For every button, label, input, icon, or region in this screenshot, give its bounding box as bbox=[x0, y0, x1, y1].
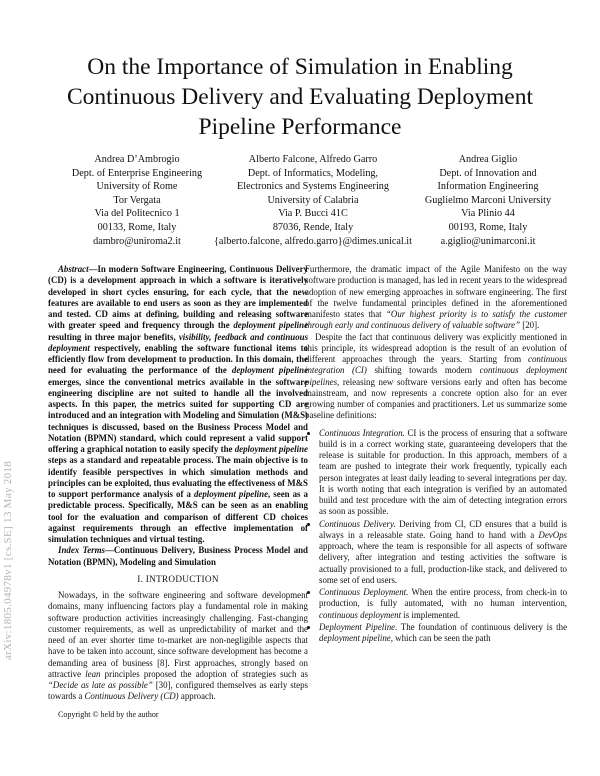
intro-text: [30], configured themselves as early steps towards a bbox=[48, 680, 309, 702]
body-emphasis: continuous deployment pipelines bbox=[305, 365, 568, 387]
body-text: , releasing new software versions early and often has become mainstream, and now represents a concrete option also for an ever growing number of companies and practitioners. Let us summarize some baseline definitions: bbox=[305, 376, 567, 421]
author-affiliation-line: University of Calabria bbox=[267, 194, 359, 206]
body-text: Despite the fact that continuous delivery was explicitly mentioned in this principle, its widespread adoption is the result of an evolution of different approaches through the years. Starting from bbox=[305, 331, 567, 364]
intro-emphasis: lean bbox=[85, 668, 101, 679]
body-paragraph bbox=[305, 332, 567, 422]
author-name: Andrea Giglio bbox=[458, 154, 518, 165]
definition-text: , which can be seen the path bbox=[390, 633, 491, 643]
intro-text: Nowadays, in the software engineering and software development domains, many influencing factors play a fundamental role in making software production activities increasingly challenging. Fast-changing customer requirements, as well as unpredictability of market and the need of an ever shorter time to-market are non-negligible aspects that have to be taken into account, since software development has become a demanding area of business [8]. First approaches, strongly based on attractive bbox=[48, 590, 308, 679]
definition-emphasis: deployment pipeline bbox=[319, 633, 391, 643]
abstract-emphasis: deployment pipeline bbox=[234, 444, 308, 454]
intro-text: principles proposed the adoption of strategies such as bbox=[104, 668, 308, 679]
author-affiliation-line: University of Rome bbox=[96, 181, 178, 193]
abstract-label: Abstract bbox=[58, 264, 89, 274]
definition-term: Deployment Pipeline. bbox=[319, 621, 398, 632]
paper-title: On the Importance of Simulation in Enabling Continuous Delivery and Evaluating Deployment Pipeline Performance bbox=[67, 54, 533, 140]
body-emphasis: continuous integration (CI) bbox=[305, 354, 567, 376]
abstract-text: , seen as a predictable process. Specifically, M&S can be seen as an enabling tool for the evaluation and comparison of different CD choices against requirements through an effective implementation of simulation techniques and virtual testing. bbox=[48, 489, 308, 544]
body-text: [20]. bbox=[522, 320, 540, 331]
arxiv-watermark: arXiv:1805.04978v1 [cs.SE] 13 May 2018 bbox=[2, 461, 14, 660]
body-text: Furthermore, the dramatic impact of the Agile Manifesto on the way software production is managed, has led in recent years to the widespread adoption of new emerging approaches in software engineering. The first of the twelve fundamental principles defined in the aforementioned manifesto states that bbox=[305, 264, 567, 319]
author-address-line: 00193, Rome, Italy bbox=[448, 221, 528, 233]
index-terms-label: Index Terms bbox=[58, 545, 105, 556]
definition-text: Deriving from CI, CD ensures that a build is always in a releasable state. Going hand to hand with a bbox=[319, 518, 567, 540]
author-block-1 bbox=[62, 153, 212, 248]
copyright-notice: Copyright © held by the author bbox=[58, 709, 159, 719]
list-item bbox=[319, 519, 567, 587]
abstract-emphasis: visibility, feedback and continuous deployment bbox=[48, 331, 309, 353]
abstract-text: emerges, since the conventional metrics available in the software engineering discipline are not suited to handle all the involved aspects. In this paper, the metrics suited for supporting CD are introduced and an integration with Modeling and Simulation (M&S) techniques is discussed, based on the Business Process Model and Notation (BPMN) standard, which could represent a valid support offering a graphical notation to easily specify the bbox=[48, 376, 308, 454]
manifesto-quote: “Our highest priority is to satisfy the customer through early and continuous delivery of valuable software” bbox=[305, 309, 568, 331]
author-email: a.giglio@unimarconi.it bbox=[440, 235, 536, 247]
definition-term: Continuous Delivery. bbox=[319, 518, 396, 529]
abstract-text: steps as a standard and repeatable process. The main objective is to identify feasible perspectives in which simulation methods and principles can be exploited, thus evaluating the effectiveness of M&S to support performance analysis of a bbox=[48, 455, 308, 499]
intro-emphasis: Continuous Delivery (CD) bbox=[84, 691, 179, 702]
author-email: {alberto.falcone, alfredo.garro}@dimes.unical.it bbox=[214, 235, 412, 247]
author-address-line: 87036, Rende, Italy bbox=[272, 221, 354, 233]
definition-emphasis: DevOps bbox=[538, 529, 567, 540]
index-terms-text: Continuous Delivery, Business Process Model and Notation (BPMN), Modeling and Simulation bbox=[48, 545, 308, 567]
definition-text: The foundation of continuous delivery is the bbox=[400, 621, 568, 632]
author-affiliation-line: Dept. of Enterprise Engineering bbox=[71, 167, 203, 179]
author-affiliation-line: Dept. of Innovation and bbox=[439, 167, 537, 179]
list-item bbox=[319, 587, 567, 621]
definition-text: is implemented. bbox=[403, 609, 460, 620]
definition-term: Continuous Integration. bbox=[319, 427, 405, 438]
abstract: Abstract—In modern Software Engineering, Continuous Delivery (CD) is a development approach in which a software is iteratively developed in short cycles ensuring, for each cycle, that the new features are available to end users as soon as they are implemented and tested. CD aims at defining, building and releasing software with greater speed and frequency through the deployment pipeline resulting in three major benefits, visibility, feedback and continuous deployment respectively, enabling the software functional items to efficiently flow from development to production. In this domain, the need for evaluating the performance of the deployment pipeline emerges, since the conventional metrics available in the software engineering discipline are not suited to handle all the involved aspects. In this paper, the metrics suited for supporting CD are introduced and an integration with Modeling and Simulation (M&S) techniques is discussed, based on the Business Process Model and Notation (BPMN) standard, which could represent a valid support offering a graphical notation to easily specify the deployment pipeline steps as a standard and repeatable process. The main objective is to identify feasible perspectives in which simulation methods and principles can be exploited, thus evaluating the effectiveness of M&S to support performance analysis of a deployment pipeline, seen as a predictable process. Specifically, M&S can be seen as an enabling tool for the evaluation and comparison of different CD choices against requirements through an effective implementation of simulation techniques and virtual testing. bbox=[48, 264, 309, 544]
intro-quote: “Decide as late as possible” bbox=[48, 680, 153, 690]
intro-text: approach. bbox=[180, 691, 216, 702]
right-column bbox=[305, 264, 567, 645]
abstract-text: respectively, enabling the software functional items to efficiently flow from development to production. In this domain, the need for evaluating the performance of the bbox=[48, 342, 308, 376]
author-affiliation-line: Dept. of Informatics, Modeling, bbox=[247, 167, 379, 179]
author-affiliation-line: Electronics and Systems Engineering bbox=[237, 181, 389, 193]
definition-text: When the entire process, from check-in to production, is fully automated, with no human intervention, bbox=[319, 587, 568, 609]
body-text: shifting towards modern bbox=[374, 365, 472, 376]
definition-term: Continuous Deployment. bbox=[319, 587, 409, 597]
index-terms: Index Terms—Continuous Delivery, Business Process Model and Notation (BPMN), Modeling and Simulation bbox=[48, 545, 308, 567]
author-name: Alberto Falcone, Alfredo Garro bbox=[248, 154, 378, 165]
abstract-emphasis: deployment pipeline bbox=[231, 365, 309, 376]
author-address-line: 00133, Rome, Italy bbox=[97, 221, 177, 233]
author-affiliation-line: Tor Vergata bbox=[113, 194, 161, 206]
list-item bbox=[319, 622, 567, 645]
definition-emphasis: continuous deployment bbox=[319, 609, 402, 620]
author-block-3 bbox=[408, 153, 568, 248]
abstract-text: resulting in three major benefits, bbox=[48, 331, 176, 342]
list-item bbox=[319, 428, 567, 518]
definition-text: CI is the process of ensuring that a software build is in a correct working state, guaranteeing developers that the release is suitable for production. In this approach, members of a team are pushed to integrate their work frequently, typically each person integrates at least daily leading to several integrations per day. It is worth noting that each integration is verified by an automated build and test procedure with the aim of detecting integration errors as soon as possible. bbox=[319, 427, 568, 517]
author-address-line: Via del Politecnico 1 bbox=[94, 208, 180, 220]
definition-text: approach, where the team is responsible for all aspects of software delivery, after integration and testing activities the software is actually provisioned to a full, production-like stack, and delivered to some set of end users. bbox=[319, 541, 567, 585]
author-affiliation-line: Information Engineering bbox=[437, 181, 539, 193]
abstract-emphasis: deployment pipeline bbox=[193, 489, 269, 499]
left-column bbox=[48, 264, 308, 720]
abstract-emphasis: deployment pipeline bbox=[233, 320, 309, 331]
body-paragraph bbox=[305, 264, 567, 332]
author-address-line: Via P. Bucci 41C bbox=[278, 208, 348, 220]
author-email: dambro@uniroma2.it bbox=[93, 235, 181, 247]
author-affiliation-line: Guglielmo Marconi University bbox=[424, 194, 552, 206]
intro-paragraph bbox=[48, 590, 308, 703]
author-block-2 bbox=[208, 153, 418, 248]
author-address-line: Via Plinio 44 bbox=[461, 208, 515, 220]
abstract-text: In modern Software Engineering, Continuous Delivery (CD) is a development approach in which a software is iteratively developed in short cycles ensuring, for each cycle, that the new features are available to end users as soon as they are implemented and tested. CD aims at defining, building and releasing software with greater speed and frequency through the bbox=[48, 264, 308, 331]
section-heading-introduction: I. INTRODUCTION bbox=[137, 573, 219, 584]
author-name: Andrea D’Ambrogio bbox=[94, 154, 180, 165]
definitions-list bbox=[305, 428, 567, 645]
